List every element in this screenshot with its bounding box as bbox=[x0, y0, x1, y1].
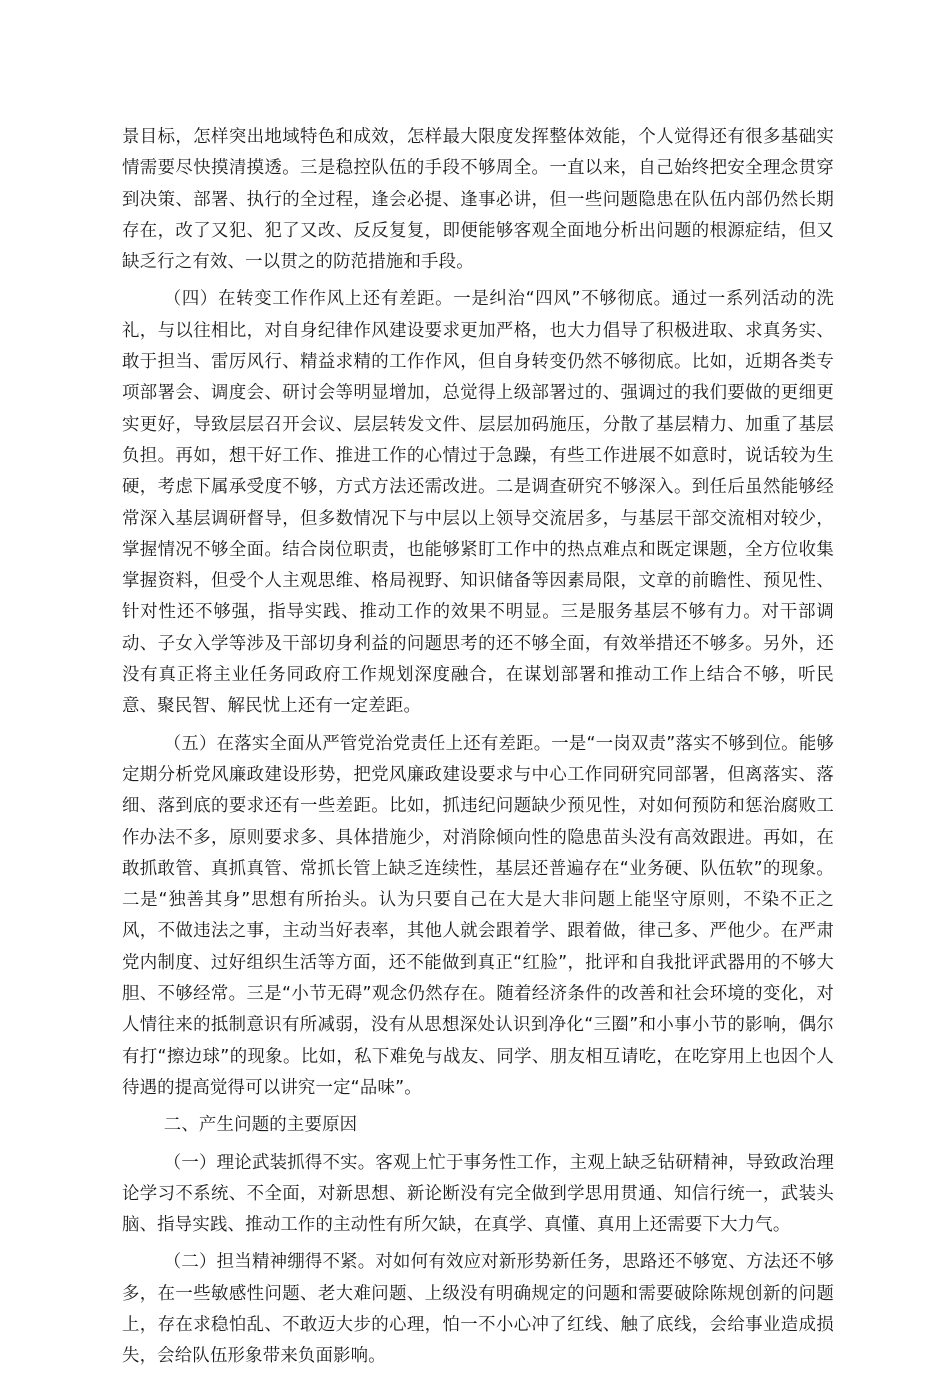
paragraph-section-four: （四）在转变工作作风上还有差距。一是纠治“四风”不够彻底。通过一系列活动的洗礼，与以往相比，对自身纪律作风建设要求更加严格，也大力倡导了积极进取、求真务实、敢于担当、雷厉风行、精益求精的工作作风，但自身转变仍然不够彻底。比如，近期各类专项部署会、调度会、研讨会等明显增加，总觉得上级部署过的、强调过的我们要做的更细更实更好，导致层层召开会议、层层转发文件、层层加码施压，分散了基层精力、加重了基层负担。再如，想干好工作、推进工作的心情过于急躁，有些工作进展不如意时，说话较为生硬，考虑下属承受度不够，方式方法还需改进。二是调查研究不够深入。到任后虽然能够经常深入基层调研督导，但多数情况下与中层以上领导交流居多，与基层干部交流相对较少，掌握情况不够全面。结合岗位职责，也能够紧盯工作中的热点难点和既定课题，全方位收集掌握资料，但受个人主观思维、格局视野、知识储备等因素局限，文章的前瞻性、预见性、针对性还不够强，指导实践、推动工作的效果不明显。三是服务基层不够有力。对干部调动、子女入学等涉及干部切身利益的问题思考的还不够全面，有效举措还不够多。另外，还没有真正将主业任务同政府工作规划深度融合，在谋划部署和推动工作上结合不够，听民意、聚民智、解民忧上还有一定差距。 bbox=[122, 289, 834, 717]
document-page bbox=[122, 122, 834, 1373]
paragraph-section-five: （五）在落实全面从严管党治党责任上还有差距。一是“一岗双责”落实不够到位。能够定期分析党风廉政建设形势，把党风廉政建设要求与中心工作同研究同部署，但离落实、落细、落到底的要求还有一些差距。比如，抓违纪问题缺少预见性，对如何预防和惩治腐败工作办法不多，原则要求多、具体措施少，对消除倾向性的隐患苗头没有高效跟进。再如，在敢抓敢管、真抓真管、常抓长管上缺乏连续性，基层还普遍存在“业务硬、队伍软”的现象。二是“独善其身”思想有所抬头。认为只要自己在大是大非问题上能坚守原则，不染不正之风，不做违法之事，主动当好表率，其他人就会跟着学、跟着做，律己多、严他少。在严肃党内制度、过好组织生活等方面，还不能做到真正“红脸”，批评和自我批评武器用的不够大胆、不够经常。三是“小节无碍”观念仍然存在。随着经济条件的改善和社会环境的变化，对人情往来的抵制意识有所减弱，没有从思想深处认识到净化“三圈”和小事小节的影响，偶尔有打“擦边球”的现象。比如，私下难免与战友、同学、朋友相互请吃，在吃穿用上也因个人待遇的提高觉得可以讲究一定“品味”。 bbox=[122, 733, 834, 1098]
paragraph-cause-two: （二）担当精神绷得不紧。对如何有效应对新形势新任务，思路还不够宽、方法还不够多，在一些敏感性问题、老大难问题、上级没有明确规定的问题和需要破除陈规创新的问题上，存在求稳怕乱、不敢迈大步的心理，怕一不小心冲了红线、触了底线，会给事业造成损失，会给队伍形象带来负面影响。 bbox=[122, 1252, 834, 1367]
section-heading-causes: 二、产生问题的主要原因 bbox=[163, 1115, 358, 1136]
paragraph-cause-one: （一）理论武装抓得不实。客观上忙于事务性工作，主观上缺乏钻研精神，导致政治理论学习不系统、不全面，对新思想、新论断没有完全做到学思用贯通、知信行统一，武装头脑、指导实践、推动工作的主动性有所欠缺，在真学、真懂、真用上还需要下大力气。 bbox=[122, 1152, 834, 1236]
paragraph-continuation: 景目标，怎样突出地域特色和成效，怎样最大限度发挥整体效能，个人觉得还有很多基础实情需要尽快摸清摸透。三是稳控队伍的手段不够周全。一直以来，自己始终把安全理念贯穿到决策、部署、执行的全过程，逢会必提、逢事必讲，但一些问题隐患在队伍内部仍然长期存在，改了又犯、犯了又改、反反复复，即便能够客观全面地分析出问题的根源症结，但又缺乏行之有效、一以贯之的防范措施和手段。 bbox=[122, 127, 834, 273]
